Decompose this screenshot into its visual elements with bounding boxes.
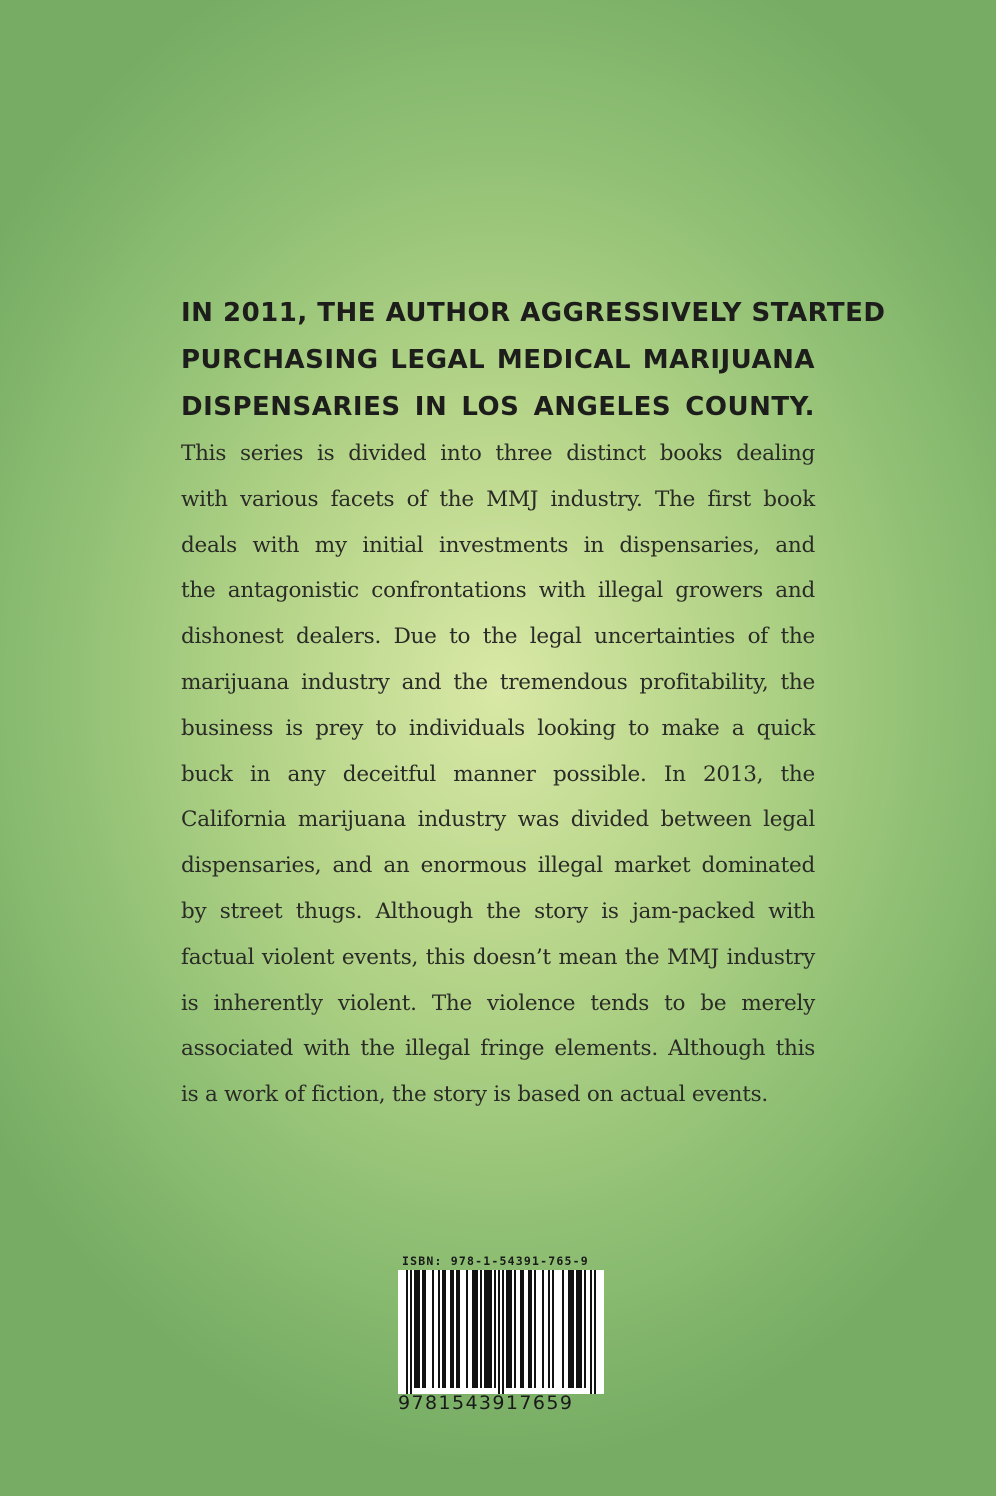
description-line: dishonest dealers. Due to the legal uncertainties of the xyxy=(181,624,815,650)
barcode-bar xyxy=(450,1270,452,1388)
barcode-bar xyxy=(584,1270,586,1388)
description-line: factual violent events, this doesn’t mean the MMJ industry xyxy=(181,944,815,970)
isbn-label: ISBN: 978-1-54391-765-9 xyxy=(402,1254,589,1268)
description-line: by street thugs. Although the story is jam-packed with xyxy=(181,898,815,924)
barcode-icon xyxy=(398,1270,604,1394)
barcode-bar xyxy=(552,1270,554,1388)
description-line: the antagonistic confrontations with illegal growers and xyxy=(181,578,815,604)
barcode-bar xyxy=(494,1270,496,1388)
headline-line: IN 2011, THE AUTHOR AGGRESSIVELY STARTED xyxy=(181,298,886,328)
description-line: dispensaries, and an enormous illegal market dominated xyxy=(181,853,815,879)
barcode-bar xyxy=(476,1270,478,1388)
description-line: associated with the illegal fringe elements. Although this xyxy=(181,1036,815,1062)
barcode-bar xyxy=(458,1270,460,1388)
barcode-bar xyxy=(510,1270,512,1388)
barcode-bar xyxy=(562,1270,564,1388)
barcode-bar xyxy=(578,1270,580,1388)
barcode-bar xyxy=(438,1270,440,1388)
barcode-bar xyxy=(442,1270,444,1388)
headline-line: DISPENSARIES IN LOS ANGELES COUNTY. xyxy=(181,392,815,422)
barcode-bar xyxy=(432,1270,434,1388)
barcode-bar xyxy=(520,1270,522,1388)
ean-digits: 9781543917659 xyxy=(398,1392,574,1414)
barcode-bar xyxy=(594,1270,596,1394)
description-line: deals with my initial investments in dispensaries, and xyxy=(181,532,815,558)
barcode-bar xyxy=(422,1270,424,1388)
barcode-bar xyxy=(548,1270,550,1388)
barcode-bar xyxy=(488,1270,490,1388)
description-line: buck in any deceitful manner possible. In 2013, the xyxy=(181,761,815,787)
barcode-bar xyxy=(576,1270,578,1388)
barcode-bar xyxy=(444,1270,446,1388)
barcode-bar xyxy=(508,1270,510,1388)
barcode-bar xyxy=(418,1270,420,1388)
barcode-bar xyxy=(466,1270,468,1388)
barcode-bar xyxy=(424,1270,426,1388)
barcode-bar xyxy=(572,1270,574,1388)
barcode-bar xyxy=(472,1270,474,1388)
description-line: marijuana industry and the tremendous profitability, the xyxy=(181,669,815,695)
description-line: business is prey to individuals looking to make a quick xyxy=(181,715,815,741)
barcode-bar xyxy=(456,1270,458,1388)
barcode-bar xyxy=(416,1270,418,1388)
description-line: This series is divided into three distinct books dealing xyxy=(181,441,815,466)
barcode-bar xyxy=(542,1270,544,1388)
isbn-barcode xyxy=(398,1253,604,1433)
headline xyxy=(181,290,886,431)
barcode-bar xyxy=(570,1270,572,1388)
barcode-bar xyxy=(498,1270,500,1394)
headline-line: PURCHASING LEGAL MEDICAL MARIJUANA xyxy=(181,345,815,375)
blurb xyxy=(181,290,886,1118)
barcode-bar xyxy=(568,1270,570,1388)
description-line: is a work of fiction, the story is based on actual events. xyxy=(181,1082,769,1108)
description-line: with various facets of the MMJ industry. The first book xyxy=(181,486,815,512)
barcode-bar xyxy=(480,1270,482,1388)
barcode-bar xyxy=(474,1270,476,1388)
barcode-bar xyxy=(486,1270,488,1388)
barcode-bar xyxy=(530,1270,532,1388)
barcode-bar xyxy=(514,1270,516,1388)
barcode-bar xyxy=(534,1270,536,1388)
barcode-bar xyxy=(414,1270,416,1388)
barcode-bar xyxy=(490,1270,492,1388)
barcode-bar xyxy=(484,1270,486,1388)
description-line: is inherently violent. The violence tends to be merely xyxy=(181,990,815,1016)
barcode-bar xyxy=(522,1270,524,1388)
barcode-bar xyxy=(506,1270,508,1388)
barcode-bar xyxy=(452,1270,454,1388)
barcode-bar xyxy=(590,1270,592,1394)
barcode-bar xyxy=(580,1270,582,1388)
description-line: California marijuana industry was divided between legal xyxy=(181,807,815,833)
barcode-bar xyxy=(406,1270,408,1394)
barcode-bar xyxy=(528,1270,530,1388)
barcode-bar xyxy=(502,1270,504,1394)
barcode-bar xyxy=(410,1270,412,1394)
description xyxy=(181,431,815,1118)
